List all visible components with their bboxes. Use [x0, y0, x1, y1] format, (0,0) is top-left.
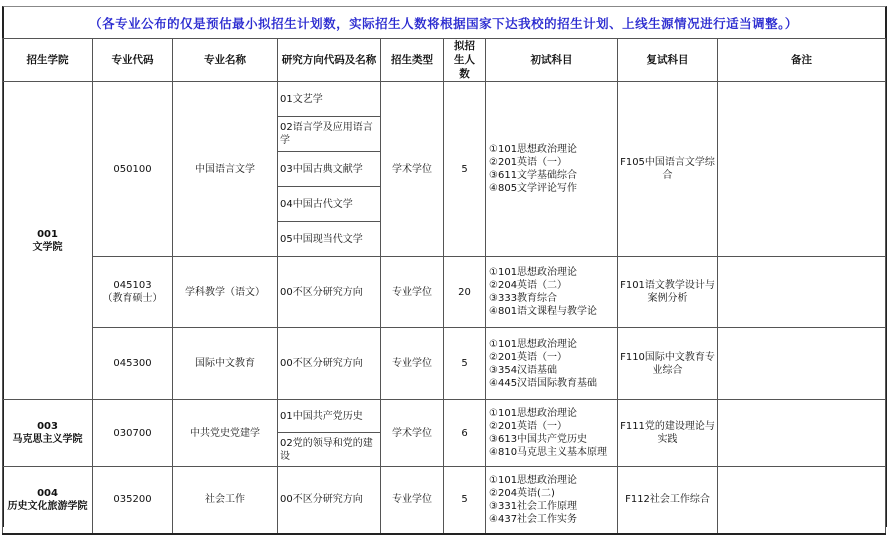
- header-row: [3, 39, 886, 82]
- exam-subject: ③613中国共产党历史: [489, 434, 588, 445]
- exam-subject: ①101思想政治理论: [489, 144, 578, 155]
- note-cell: [718, 82, 886, 257]
- code-cell: [93, 82, 173, 257]
- code-cell: [93, 257, 173, 328]
- cell-text-line: 035200: [113, 494, 152, 506]
- num-cell: 5: [444, 82, 486, 257]
- cell-text-line: 003: [37, 421, 58, 432]
- header-note: 备注: [718, 39, 886, 82]
- exam-cell: [486, 82, 618, 257]
- code-cell: [93, 467, 173, 534]
- num-cell: 6: [444, 400, 486, 467]
- cell-text-line: 030700: [113, 427, 152, 439]
- exam-subject: ①101思想政治理论: [489, 338, 578, 350]
- direction-cell: 00不区分研究方向: [278, 257, 381, 328]
- cell-text-line: 001: [37, 228, 58, 240]
- retest-cell: F110国际中文教育专业综合: [618, 328, 718, 400]
- header-type: 招生类型: [381, 39, 444, 82]
- note-cell: [718, 328, 886, 400]
- exam-subject: ④437社会工作实务: [489, 513, 578, 525]
- code-cell: [93, 400, 173, 467]
- type-cell: 学术学位: [381, 82, 444, 257]
- direction-cell: 00不区分研究方向: [278, 328, 381, 400]
- num-cell: 5: [444, 328, 486, 400]
- note-cell: [718, 257, 886, 328]
- direction-cell: 03中国古典文献学: [278, 152, 381, 187]
- exam-subject: ①101思想政治理论: [489, 267, 578, 278]
- exam-subject: ①101思想政治理论: [489, 474, 578, 486]
- table-row: [3, 328, 886, 400]
- table-row: [3, 82, 886, 117]
- major-name-cell: 中共党史党建学: [173, 400, 278, 467]
- cell-text-line: （教育硕士）: [102, 293, 163, 304]
- exam-subject: ③611文学基础综合: [489, 170, 578, 181]
- exam-subject: ②201英语（一）: [489, 351, 568, 363]
- header-exam: 初试科目: [486, 39, 618, 82]
- type-cell: 专业学位: [381, 257, 444, 328]
- exam-subject: ②201英语（一）: [489, 421, 568, 432]
- exam-cell: [486, 400, 618, 467]
- college-cell: [3, 82, 93, 400]
- retest-cell: F111党的建设理论与实践: [618, 400, 718, 467]
- retest-cell: F105中国语言文学综合: [618, 82, 718, 257]
- retest-cell: F112社会工作综合: [618, 467, 718, 534]
- type-cell: 学术学位: [381, 400, 444, 467]
- exam-subject: ④445汉语国际教育基础: [489, 377, 598, 389]
- major-name-cell: 学科教学（语文）: [173, 257, 278, 328]
- header-retest: 复试科目: [618, 39, 718, 82]
- exam-subject: ②201英语（一）: [489, 157, 568, 168]
- exam-subject: ③331社会工作原理: [489, 500, 578, 512]
- code-cell: [93, 328, 173, 400]
- cell-text-line: 马克思主义学院: [12, 434, 83, 445]
- cell-text-line: 004: [37, 487, 58, 499]
- table-row: [3, 467, 886, 534]
- cell-text-line: 历史文化旅游学院: [7, 500, 88, 512]
- exam-subject: ④810马克思主义基本原理: [489, 447, 608, 458]
- exam-subject: ④801语文课程与教学论: [489, 306, 598, 317]
- admissions-table: [2, 38, 886, 535]
- note-cell: [718, 467, 886, 534]
- type-cell: 专业学位: [381, 467, 444, 534]
- table-row: [3, 257, 886, 328]
- direction-cell: 01中国共产党历史: [278, 400, 381, 433]
- header-code: 专业代码: [93, 39, 173, 82]
- header-num: 拟招生人数: [444, 39, 486, 82]
- retest-cell: F101语文教学设计与案例分析: [618, 257, 718, 328]
- college-cell: [3, 467, 93, 534]
- exam-cell: [486, 257, 618, 328]
- num-cell: 20: [444, 257, 486, 328]
- exam-subject: ②204英语（二）: [489, 280, 568, 291]
- major-name-cell: 国际中文教育: [173, 328, 278, 400]
- header-name: 专业名称: [173, 39, 278, 82]
- exam-subject: ④805文学评论写作: [489, 183, 578, 194]
- college-cell: [3, 400, 93, 467]
- header-direction: 研究方向代码及名称: [278, 39, 381, 82]
- direction-cell: 02党的领导和党的建设: [278, 433, 381, 467]
- exam-subject: ③354汉语基础: [489, 364, 558, 376]
- type-cell: 专业学位: [381, 328, 444, 400]
- exam-subject: ③333教育综合: [489, 293, 558, 304]
- table-row: [3, 400, 886, 433]
- cell-text-line: 文学院: [32, 241, 63, 253]
- note-cell: [718, 400, 886, 467]
- notice-text: （各专业公布的仅是预估最小拟招生计划数，实际招生人数将根据国家下达我校的招生计划、上线生源情况进行适当调整。）: [2, 8, 885, 39]
- direction-cell: 05中国现当代文学: [278, 222, 381, 257]
- cell-text-line: 045300: [113, 358, 152, 369]
- num-cell: 5: [444, 467, 486, 534]
- exam-subject: ①101思想政治理论: [489, 408, 578, 419]
- direction-cell: 04中国古代文学: [278, 187, 381, 222]
- direction-cell: 01文艺学: [278, 82, 381, 117]
- exam-cell: [486, 328, 618, 400]
- exam-cell: [486, 467, 618, 534]
- direction-cell: 00不区分研究方向: [278, 467, 381, 534]
- cell-text-line: 050100: [113, 163, 152, 175]
- cell-text-line: 045103: [113, 280, 152, 291]
- direction-cell: 02语言学及应用语言学: [278, 117, 381, 152]
- major-name-cell: 社会工作: [173, 467, 278, 534]
- header-college: 招生学院: [3, 39, 93, 82]
- major-name-cell: 中国语言文学: [173, 82, 278, 257]
- exam-subject: ②204英语(二): [489, 487, 555, 499]
